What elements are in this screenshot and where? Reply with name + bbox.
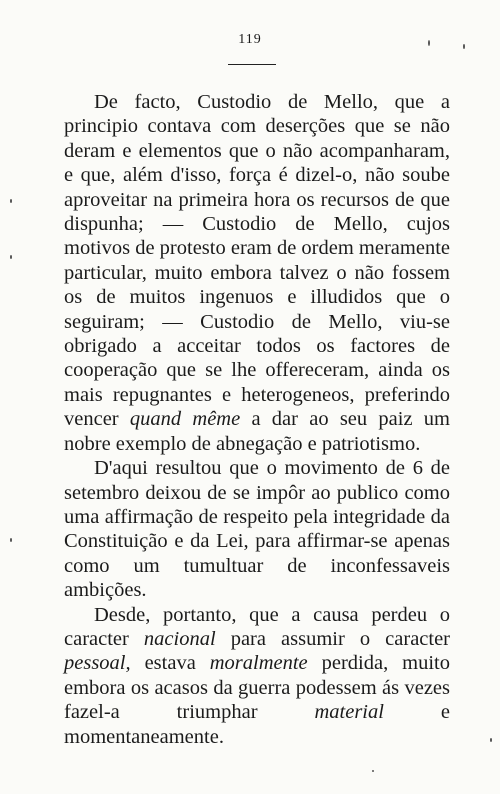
text-run: De facto, Custodio de Mello, que a principio contava com deserções que se não deram e elementos que o não acompanharam, e que, além d'isso, força é dizel-o, não soube aproveitar na primeira hora os recursos de que dispunha; — Custodio de Mello, cujos motivos de protesto eram de ordem meramente particular, muito embora talvez o não fossem os de muitos ingenuos e illudidos que o seguiram; — Custodio de Mello, viu-se obrigado a acceitar todos os factores de cooperação que se lhe offereceram, ainda os mais repugnantes e heterogeneos, preferindo vencer	[64, 91, 450, 431]
italic-text: moralmente	[209, 652, 308, 675]
ink-speck	[372, 770, 374, 772]
ink-speck	[463, 44, 465, 49]
text-run: D'aqui resultou que o movimento de 6 de setembro deixou de se impôr ao publico como uma affirmação de respeito pela integridade da Constituição e da Lei, para affirmar-se apenas como um tumultuar de inconfessaveis ambições.	[64, 457, 450, 602]
paragraph	[64, 456, 450, 602]
page-number: 119	[238, 32, 262, 47]
text-run: perdida, muito embora os acasos da guerra podessem ás vezes fazel-a triumphar	[64, 652, 450, 724]
paragraph	[64, 90, 450, 456]
ink-speck	[10, 538, 12, 542]
body-text	[64, 90, 450, 749]
paragraph	[64, 603, 450, 749]
text-run: estava	[130, 652, 210, 675]
text-run: Desde, portanto, que a causa perdeu o caracter	[64, 603, 450, 650]
text-run: para assumir o caracter	[215, 627, 451, 650]
italic-text: material	[314, 701, 384, 724]
text-run: e momentaneamente.	[64, 701, 450, 748]
ink-speck	[490, 738, 492, 742]
italic-text: quand même	[129, 408, 241, 431]
italic-text: nacional	[143, 627, 216, 650]
ink-speck	[10, 255, 12, 259]
ink-speck	[428, 40, 430, 46]
italic-text: pessoal,	[64, 652, 131, 675]
ink-speck	[10, 199, 12, 203]
header-rule	[228, 64, 276, 65]
text-run: a dar ao seu paiz um nobre exemplo de abnegação e patriotismo.	[64, 408, 451, 455]
